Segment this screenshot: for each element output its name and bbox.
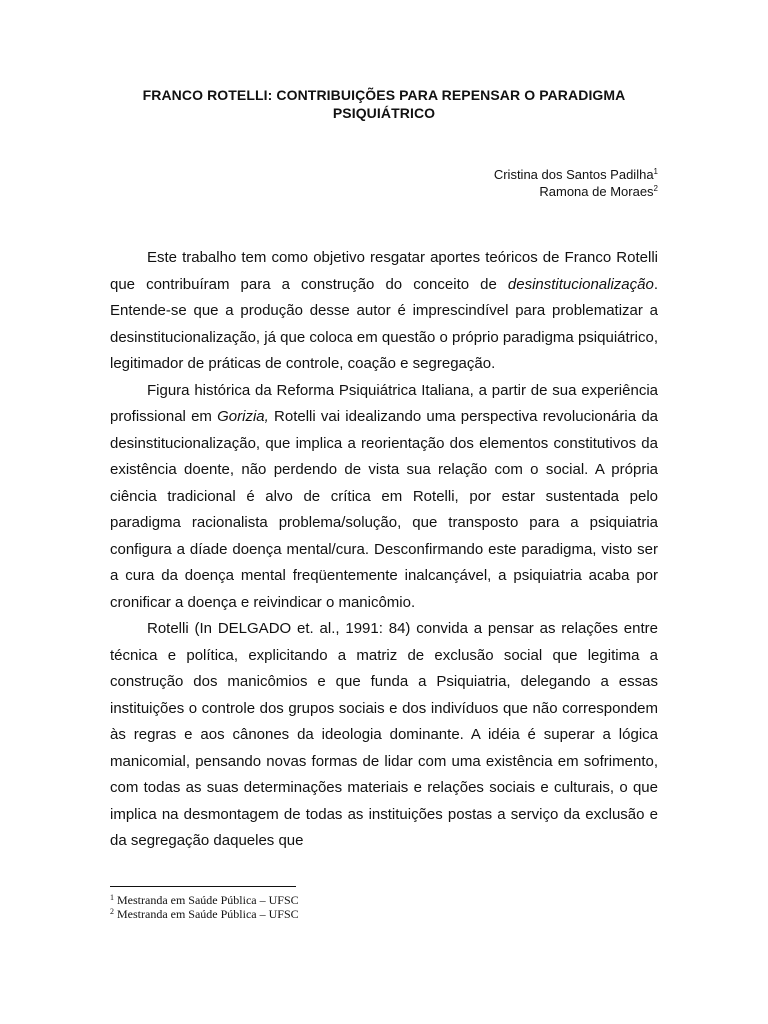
body-text xyxy=(110,245,658,855)
document-title xyxy=(108,86,660,122)
author-name: Cristina dos Santos Padilha xyxy=(493,167,654,182)
paragraph-3 xyxy=(110,616,658,855)
author-1 xyxy=(300,166,658,183)
author-list xyxy=(300,166,658,200)
footnote-number: 2 xyxy=(110,907,114,916)
footnote-divider xyxy=(110,886,296,887)
paragraph-text: Rotelli vai idealizando uma perspectiva revolucionária da desinstitucionalização, que implica a reorientação dos elementos constitutivos da existência doente, não perdendo de vista sua relação com o social. A própria ciência tradicional é alvo de crítica em Rotelli, por estar sustentada pelo paradigma racionalista problema/solução, que transposto para a psiquiatria configura a díade doença mental/cura. Desconfirmando este paradigma, visto ser a cura da doença mental freqüentemente inalcançável, a psiquiatria acaba por cronificar a doença e reivindicar o manicômio. xyxy=(110,408,658,611)
paragraph-1 xyxy=(110,245,658,378)
footnote-2 xyxy=(110,907,658,921)
footnote-text: Mestranda em Saúde Pública – UFSC xyxy=(117,893,299,907)
paragraph-text: Este trabalho tem como objetivo resgatar aportes teóricos de Franco Rotelli que contribuíram para a construção do conceito de xyxy=(110,249,658,293)
paragraph-2 xyxy=(110,378,658,617)
footnote-text: Mestranda em Saúde Pública – UFSC xyxy=(117,907,299,921)
title-line-2: PSIQUIÁTRICO xyxy=(332,105,436,121)
author-name: Ramona de Moraes xyxy=(539,184,654,199)
author-2 xyxy=(300,183,658,200)
title-line-1: FRANCO ROTELLI: CONTRIBUIÇÕES PARA REPENSAR O PARADIGMA xyxy=(142,87,626,103)
italic-term: Gorizia, xyxy=(217,408,269,425)
paragraph-text: . Entende-se que a produção desse autor é imprescindível para problematizar a desinstitucionalização, já que coloca em questão o próprio paradigma psiquiátrico, legitimador de práticas de controle, coação e segregação. xyxy=(110,275,658,372)
footnote-1 xyxy=(110,893,658,907)
footnote-number: 1 xyxy=(110,893,114,902)
footnote-marker: 1 xyxy=(653,167,658,176)
italic-term: desinstitucionalização xyxy=(507,275,654,293)
footnote-marker: 2 xyxy=(653,184,658,193)
paragraph-text: Figura histórica da Reforma Psiquiátrica Italiana, a partir de sua experiência profissional em xyxy=(110,381,658,425)
paragraph-text: Rotelli (In DELGADO et. al., 1991: 84) convida a pensar as relações entre técnica e política, explicitando a matriz de exclusão social que legitima a construção dos manicômios e que funda a Psiquiatria, delegando a essas instituições o controle dos grupos sociais e dos indivíduos que não correspondem às regras e aos cânones da ideologia dominante. A idéia é superar a lógica manicomial, pensando novas formas de lidar com uma existência em sofrimento, com todas as suas determinações materiais e relações sociais e culturais, o que implica na desmontagem de todas as instituições postas a serviço da exclusão e da segregação daqueles que xyxy=(110,620,658,849)
footnotes xyxy=(110,893,658,921)
